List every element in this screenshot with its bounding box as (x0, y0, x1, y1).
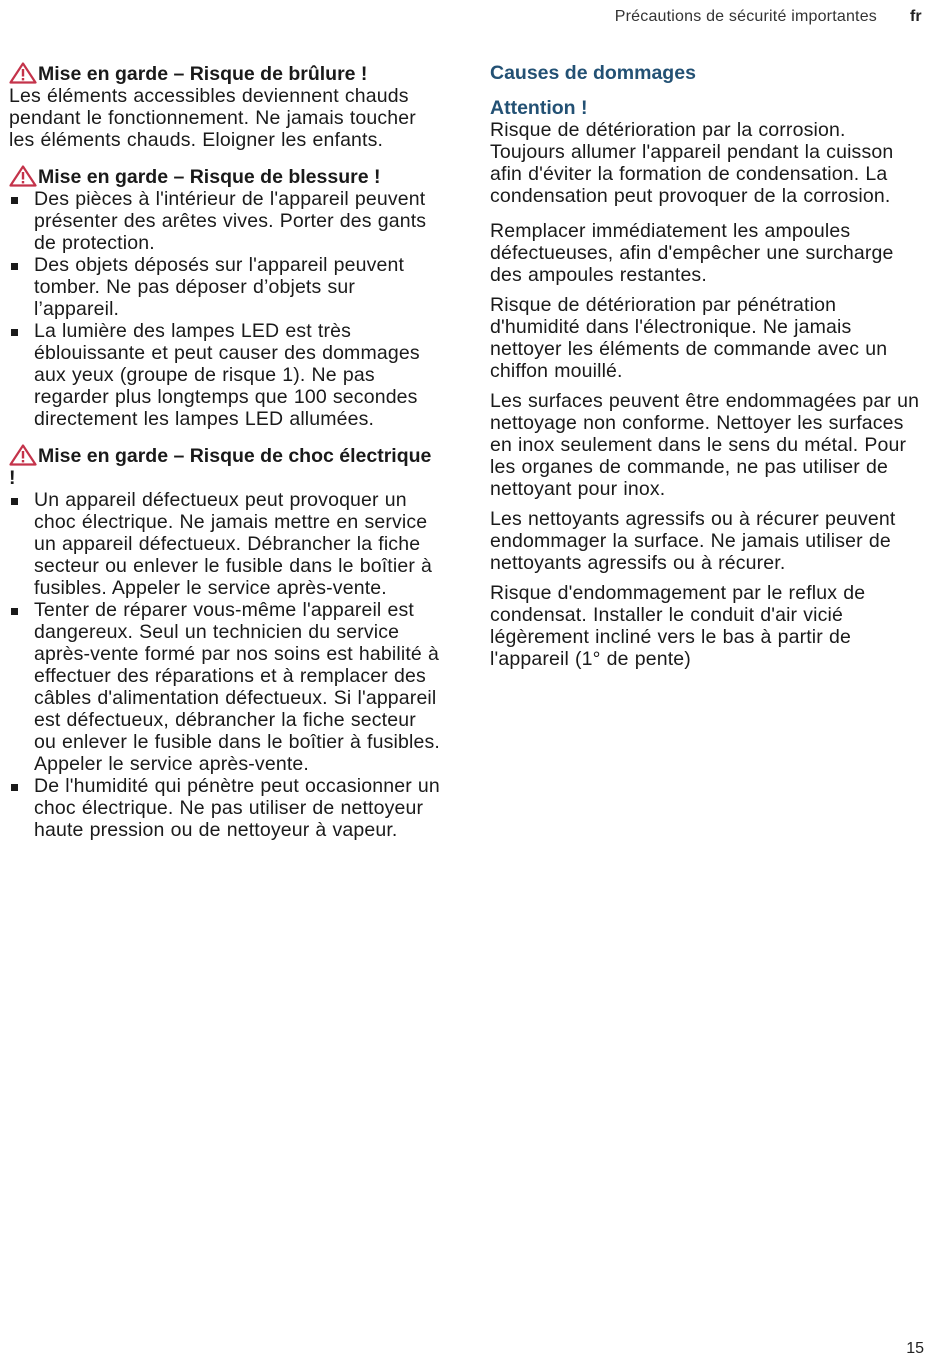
damage-paragraph: Remplacer immédiatement les ampoules défectueuses, afin d'empêcher une surcharge des ampoules restantes. (490, 220, 894, 286)
list-item-text: Un appareil défectueux peut provoquer un choc électrique. Ne jamais mettre en service un appareil défectueux. Débrancher la fiche secteur ou enlever le fusible dans le boîtier à fusibles. Appeler le service après-vente. (34, 489, 433, 599)
shock-warning-heading (9, 444, 441, 489)
list-item-text: Des pièces à l'intérieur de l'appareil peuvent présenter des arêtes vives. Porter des gants de protection. (34, 188, 427, 254)
shock-warning (9, 444, 441, 841)
list-item (9, 489, 441, 599)
damage-paragraph: Les nettoyants agressifs ou à récurer peuvent endommager la surface. Ne jamais utiliser de nettoyants agressifs ou à récurer. (490, 508, 896, 574)
square-bullet-icon (11, 329, 18, 336)
burn-warning-text: Les éléments accessibles deviennent chauds pendant le fonctionnement. Ne jamais toucher les éléments chauds. Eloigner les enfants. (9, 85, 416, 151)
list-item-text: De l'humidité qui pénètre peut occasionner un choc électrique. Ne pas utiliser de nettoyeur haute pression ou de nettoyeur à vapeur. (34, 775, 440, 841)
square-bullet-icon (11, 784, 18, 791)
list-item (9, 599, 441, 775)
header-language-code: fr (910, 8, 922, 25)
left-column (9, 62, 441, 855)
damage-paragraph: Risque de détérioration par pénétration d'humidité dans l'électronique. Ne jamais nettoyer les éléments de commande avec un chiffon mouillé. (490, 294, 888, 382)
damage-paragraph: Risque d'endommagement par le reflux de condensat. Installer le conduit d'air vicié légèrement incliné vers le bas à partir de l'appareil (1° de pente) (490, 582, 866, 670)
square-bullet-icon (11, 197, 18, 204)
list-item (9, 320, 441, 430)
square-bullet-icon (11, 263, 18, 270)
list-item (9, 254, 441, 320)
list-item-text: Tenter de réparer vous-même l'appareil est dangereux. Seul un technicien du service après-vente formé par nos soins est habilité à effectuer des réparations et à remplacer des câbles d'alimentation défectueux. Si l'appareil est défectueux, débrancher la fiche secteur ou enlever le fusible dans le boîtier à fusibles. Appeler le service après-vente. (34, 599, 440, 775)
warning-triangle-icon (9, 165, 37, 187)
list-item-text: Des objets déposés sur l'appareil peuvent tomber. Ne pas déposer d’objets sur l’appareil. (34, 254, 405, 320)
warning-triangle-icon (9, 62, 37, 84)
square-bullet-icon (11, 498, 18, 505)
shock-warning-heading-text: Mise en garde – Risque de choc électrique ! (9, 445, 432, 489)
list-item (9, 775, 441, 841)
injury-warning (9, 165, 441, 430)
warning-triangle-icon (9, 444, 37, 466)
square-bullet-icon (11, 608, 18, 615)
shock-warning-list (9, 489, 441, 841)
header-section-title: Précautions de sécurité importantes (614, 8, 877, 25)
burn-warning-heading (9, 62, 441, 85)
injury-warning-heading-text: Mise en garde – Risque de blessure ! (38, 166, 381, 188)
page-number: 15 (906, 1340, 924, 1357)
damage-causes-heading: Causes de dommages (490, 62, 696, 84)
burn-warning (9, 62, 441, 151)
attention-heading: Attention ! (490, 97, 588, 119)
list-item (9, 188, 441, 254)
list-item-text: La lumière des lampes LED est très éblouissante et peut causer des dommages aux yeux (groupe de risque 1). Ne pas regarder plus longtemps que 100 secondes directement les lampes LED allumées. (34, 320, 420, 430)
right-column (490, 62, 926, 678)
burn-warning-heading-text: Mise en garde – Risque de brûlure ! (38, 63, 368, 85)
injury-warning-list (9, 188, 441, 430)
injury-warning-heading (9, 165, 441, 188)
damage-paragraph: Risque de détérioration par la corrosion. Toujours allumer l'appareil pendant la cuisson afin d'éviter la formation de condensation. La condensation peut provoquer de la corrosion. (490, 119, 894, 207)
damage-paragraph: Les surfaces peuvent être endommagées par un nettoyage non conforme. Nettoyer les surfaces en inox seulement dans le sens du métal. Pour les organes de commande, ne pas utiliser de nettoyant pour inox. (490, 390, 920, 500)
